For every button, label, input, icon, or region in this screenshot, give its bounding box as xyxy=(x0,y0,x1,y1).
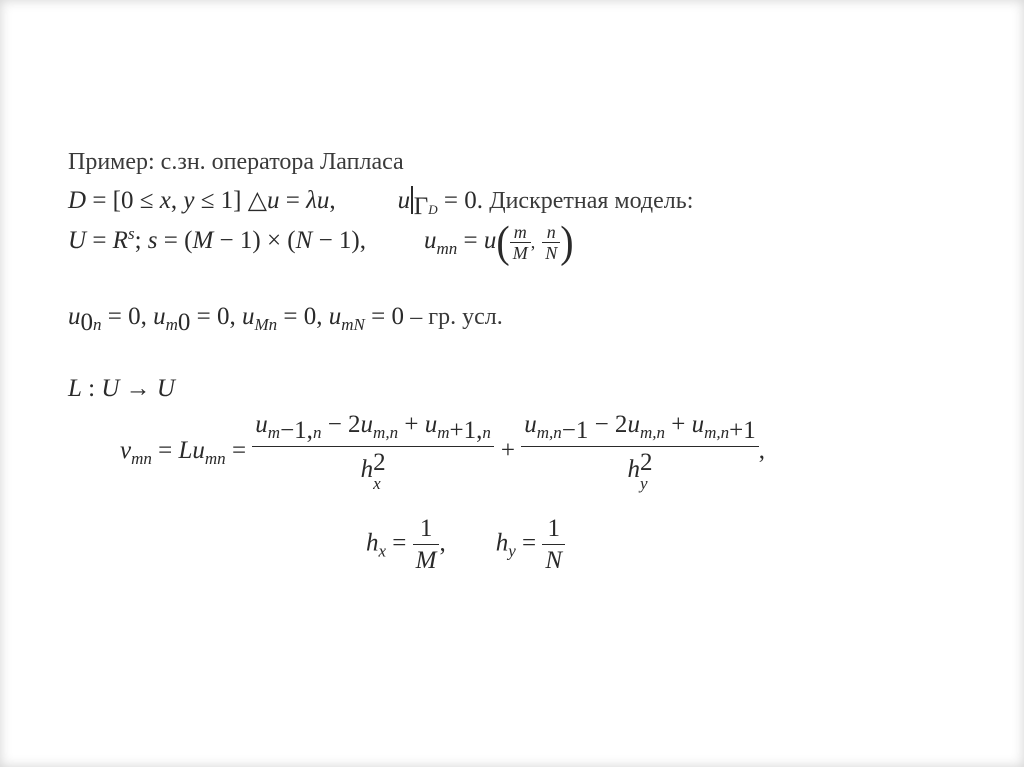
boundary-conditions: $u_{0n} = 0$, $u_{m0} = 0$, $u_{Mn} = 0$, $u_{mN} = 0$ – гр. усл. xyxy=(68,303,503,336)
title-text: Пример: с.зн. оператора Лапласа xyxy=(68,149,404,175)
discrete-model-label: Дискретная модель: xyxy=(489,188,694,214)
fraction-y: $u_{m,n-1} - 2u_{m,n} + u_{m,n+1}$ h 2 y xyxy=(521,412,759,492)
fraction-hx: $\frac{1}{M}$ xyxy=(413,516,440,573)
fraction-x: $u_{m-1,n} - 2u_{m,n} + u_{m+1,n}$ h 2 x xyxy=(252,412,494,492)
laplace-formula: $v_{mn} = Lu_{mn}$ = $u_{m-1,n} - 2u_{m,n} + u_{m+1,n}$ h 2 x + $u_{m,n-1} - 2u_{m,n} + u_{m,n+1}$ h 2 y , xyxy=(120,411,765,493)
domain-equation: D = [0 ≤ x, y ≤ 1] △u = λu, u $_{\Gamma D}$ = 0. Дискретная модель: xyxy=(68,187,694,220)
triangle-laplace-icon: △ xyxy=(247,187,267,214)
operator-definition: L : U → U xyxy=(68,375,175,402)
boundary-label: – гр. усл. xyxy=(410,304,503,330)
slide-title xyxy=(68,150,404,174)
fraction-hy: $\frac{1}{N}$ xyxy=(542,516,565,573)
step-sizes: $h_x$ = $\frac{1}{M}$ , $h_y$ = $\frac{1}{N}$ xyxy=(366,516,565,573)
space-definition: $U = R^s$; s = (M − 1) × (N − 1), $u_{mn} = u$( $\frac{m}{M}$ , $\frac{n}{N}$ ) xyxy=(68,216,574,267)
